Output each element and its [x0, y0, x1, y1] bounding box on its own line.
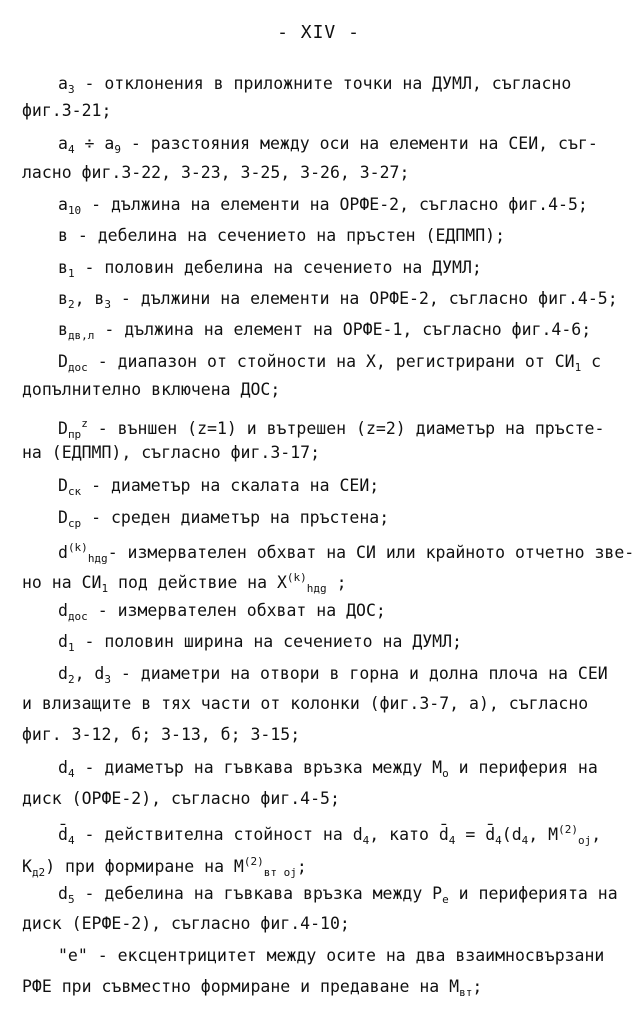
- text-line: и влизащите в тях части от колонки (фиг.3-7, а), съгласно: [22, 694, 589, 713]
- text-line: $d_{дос}$ - измервателен обхват на ДОС;: [58, 601, 386, 623]
- text-line: диск (ЕРФЕ-2), съгласно фиг.4-10;: [22, 914, 350, 933]
- text-line: $a_{10}$ - дължина на елементи на ОРФЕ-2, съгласно фиг.4-5;: [58, 195, 588, 217]
- text-line: РФЕ при съвместно формиране и предаване на $M_{вт}$;: [22, 977, 483, 999]
- text-line: в - дебелина на сечението на пръстен (ЕДПМП);: [58, 226, 506, 245]
- text-line: $d_5$ - дебелина на гъвкава връзка между $P_e$ и периферията на: [58, 884, 618, 906]
- text-line: ласно фиг.3-22, 3-23, 3-25, 3-26, 3-27;: [22, 163, 410, 182]
- text-line: $K_{д2}$) при формиране на $M^{(2)}_{вт oj}$;: [22, 855, 307, 879]
- text-line: $d̄_4$ - действителна стойност на $d_4$, като $d̄_4$ = $d̄_4(d_4$, $M^{(2)}_{oj}$,: [58, 823, 602, 847]
- text-line: $D_{ск}$ - диаметър на скалата на СЕИ;: [58, 476, 380, 498]
- text-line: фиг. 3-12, б; 3-13, б; 3-15;: [22, 725, 301, 744]
- text-line: диск (ОРФЕ-2), съгласно фиг.4-5;: [22, 789, 340, 808]
- text-line: $a_3$ - отклонения в приложните точки на ДУМЛ, съгласно: [58, 74, 572, 96]
- text-line: $D_{дос}$ - диапазон от стойности на X, регистрирани от $СИ_1$ с: [58, 352, 602, 374]
- text-line: $d_1$ - половин ширина на сечението на ДУМЛ;: [58, 632, 462, 654]
- text-line: $d_2$, $d_3$ - диаметри на отвори в горна и долна плоча на СЕИ: [58, 664, 608, 686]
- text-line: $d_4$ - диаметър на гъвкава връзка между $M_o$ и периферия на: [58, 758, 598, 780]
- text-line: на (ЕДПМП), съгласно фиг.3-17;: [22, 443, 321, 462]
- text-line: $d^{(k)}_{hдg}-$ измервателен обхват на СИ или крайното отчетно зве-: [58, 541, 635, 565]
- text-line: $в_{дв,л}$ - дължина на елемент на ОРФЕ-1, съгласно фиг.4-6;: [58, 320, 592, 342]
- text-line: фиг.3-21;: [22, 101, 112, 120]
- text-line: но на $СИ_1$ под действие на $X^{(k)}_{hдg}$ ;: [22, 571, 347, 595]
- page-number: - XIV -: [277, 22, 360, 43]
- text-line: $D_{ср}$ - среден диаметър на пръстена;: [58, 508, 390, 530]
- text-line: $в_2$, $в_3$ - дължини на елементи на ОРФЕ-2, съгласно фиг.4-5;: [58, 289, 618, 311]
- text-line: "e" - ексцентрицитет между осите на два взаимносвързани: [58, 946, 605, 965]
- text-line: $a_4 \div a_9$ - разстояния между оси на елементи на СЕИ, съг-: [58, 134, 598, 156]
- text-line: $в_1$ - половин дебелина на сечението на ДУМЛ;: [58, 258, 482, 280]
- text-line: допълнително включена ДОС;: [22, 380, 281, 399]
- text-line: $D_{пр}^z$ - външен (z=1) и вътрешен (z=2) диаметър на пръсте-: [58, 417, 605, 441]
